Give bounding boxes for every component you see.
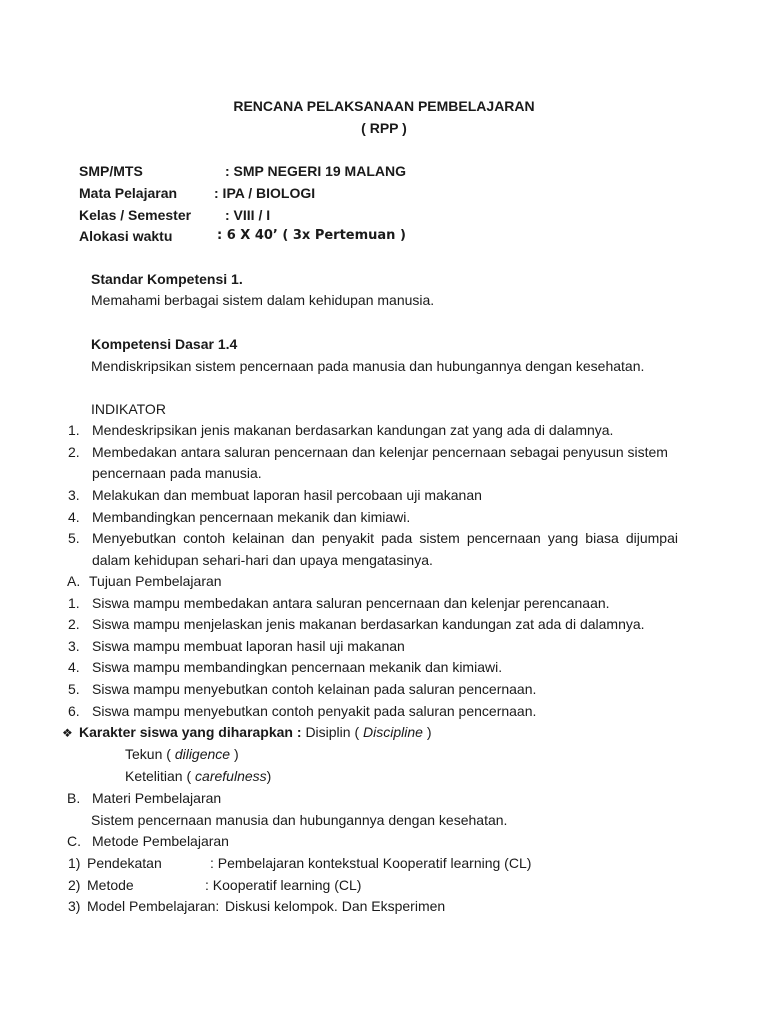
materi-letter: B. bbox=[67, 790, 81, 806]
page-subtitle: ( RPP ) bbox=[361, 120, 407, 136]
tujuan-number: 2. bbox=[68, 616, 80, 632]
karakter-label: Karakter siswa yang diharapkan : bbox=[79, 724, 302, 740]
tujuan-item: Siswa mampu membuat laporan hasil uji makanan bbox=[92, 638, 405, 654]
karakter-item-term: carefulness bbox=[195, 768, 267, 784]
materi-heading: Materi Pembelajaran bbox=[92, 790, 222, 806]
metode-label: Metode bbox=[87, 877, 134, 893]
tujuan-number: 3. bbox=[68, 638, 80, 654]
tujuan-heading: Tujuan Pembelajaran bbox=[89, 573, 222, 589]
tujuan-letter: A. bbox=[67, 573, 81, 589]
identity-value-school: : SMP NEGERI 19 MALANG bbox=[225, 163, 406, 179]
tujuan-number: 5. bbox=[68, 681, 80, 697]
karakter-item-close: ) bbox=[426, 724, 432, 740]
identity-value-class: : VIII / I bbox=[225, 207, 271, 223]
identity-label-class: Kelas / Semester bbox=[79, 207, 192, 223]
indikator-number: 5. bbox=[68, 530, 80, 546]
tujuan-item: Siswa mampu menyebutkan contoh penyakit pada saluran pencernaan. bbox=[92, 703, 537, 719]
page-title: RENCANA PELAKSANAAN PEMBELAJARAN bbox=[233, 98, 535, 114]
standar-text: Memahami berbagai sistem dalam kehidupan manusia. bbox=[91, 292, 435, 308]
standar-heading: Standar Kompetensi 1. bbox=[91, 271, 243, 287]
karakter-item-plain: Tekun ( bbox=[125, 746, 171, 762]
indikator-number: 1. bbox=[68, 422, 80, 438]
karakter-item-close: ) bbox=[233, 746, 239, 762]
tujuan-item: Siswa mampu menyebutkan contoh kelainan pada saluran pencernaan. bbox=[92, 681, 537, 697]
indikator-heading: INDIKATOR bbox=[91, 401, 166, 417]
diamond-bullet-icon: ❖ bbox=[62, 726, 73, 740]
metode-number: 3) bbox=[68, 898, 81, 914]
indikator-number: 2. bbox=[68, 444, 80, 460]
karakter-item-plain: Ketelitian ( bbox=[125, 768, 192, 784]
identity-label-time: Alokasi waktu bbox=[79, 228, 173, 244]
indikator-number: 3. bbox=[68, 487, 80, 503]
indikator-item: Melakukan dan membuat laporan hasil percobaan uji makanan bbox=[92, 487, 482, 503]
identity-value-time: : 6 X 40’ ( 3x Pertemuan ) bbox=[217, 228, 406, 243]
metode-label: Pendekatan bbox=[87, 855, 162, 871]
metode-label: Model Pembelajaran: bbox=[87, 898, 220, 914]
kompetensi-text: Mendiskripsikan sistem pencernaan pada manusia dan hubungannya dengan kesehatan. bbox=[91, 358, 645, 374]
metode-number: 1) bbox=[68, 855, 81, 871]
kompetensi-heading: Kompetensi Dasar 1.4 bbox=[91, 336, 238, 352]
metode-letter: C. bbox=[67, 833, 81, 849]
indikator-item: Menyebutkan contoh kelainan dan penyakit pada sistem pencernaan yang biasa dijumpai bbox=[92, 530, 678, 546]
karakter-item-term: Discipline bbox=[363, 724, 423, 740]
tujuan-number: 1. bbox=[68, 595, 80, 611]
indikator-item: Mendeskripsikan jenis makanan berdasarkan kandungan zat yang ada di dalamnya. bbox=[92, 422, 614, 438]
identity-value-subject: : IPA / BIOLOGI bbox=[214, 185, 316, 201]
tujuan-number: 4. bbox=[68, 659, 80, 675]
tujuan-item: Siswa mampu menjelaskan jenis makanan berdasarkan kandungan zat ada di dalamnya. bbox=[92, 616, 645, 632]
tujuan-item: Siswa mampu membedakan antara saluran pencernaan dan kelenjar perencanaan. bbox=[92, 595, 610, 611]
identity-label-school: SMP/MTS bbox=[79, 163, 143, 179]
indikator-item-continuation: dalam kehidupan sehari-hari dan upaya mengatasinya. bbox=[92, 552, 433, 568]
metode-heading: Metode Pembelajaran bbox=[92, 833, 229, 849]
identity-label-subject: Mata Pelajaran bbox=[79, 185, 178, 201]
metode-value: Diskusi kelompok. Dan Eksperimen bbox=[225, 898, 446, 914]
karakter-item-term: diligence bbox=[174, 746, 231, 762]
tujuan-number: 6. bbox=[68, 703, 80, 719]
karakter-line bbox=[79, 724, 432, 740]
metode-number: 2) bbox=[68, 877, 81, 893]
tujuan-item: Siswa mampu membandingkan pencernaan mekanik dan kimiawi. bbox=[92, 659, 503, 675]
materi-text: Sistem pencernaan manusia dan hubungannya dengan kesehatan. bbox=[91, 812, 508, 828]
indikator-item: Membandingkan pencernaan mekanik dan kimiawi. bbox=[92, 509, 411, 525]
karakter-item-plain: Disiplin ( bbox=[305, 724, 360, 740]
karakter-line-3 bbox=[125, 768, 271, 784]
indikator-number: 4. bbox=[68, 509, 80, 525]
metode-value: : Pembelajaran kontekstual Kooperatif learning (CL) bbox=[210, 855, 532, 871]
indikator-item: Membedakan antara saluran pencernaan dan kelenjar pencernaan sebagai penyusun sistem bbox=[92, 444, 668, 460]
karakter-line-2 bbox=[125, 746, 239, 762]
indikator-item-continuation: pencernaan pada manusia. bbox=[92, 465, 262, 481]
metode-value: : Kooperatif learning (CL) bbox=[205, 877, 362, 893]
karakter-item-close: ) bbox=[266, 768, 272, 784]
